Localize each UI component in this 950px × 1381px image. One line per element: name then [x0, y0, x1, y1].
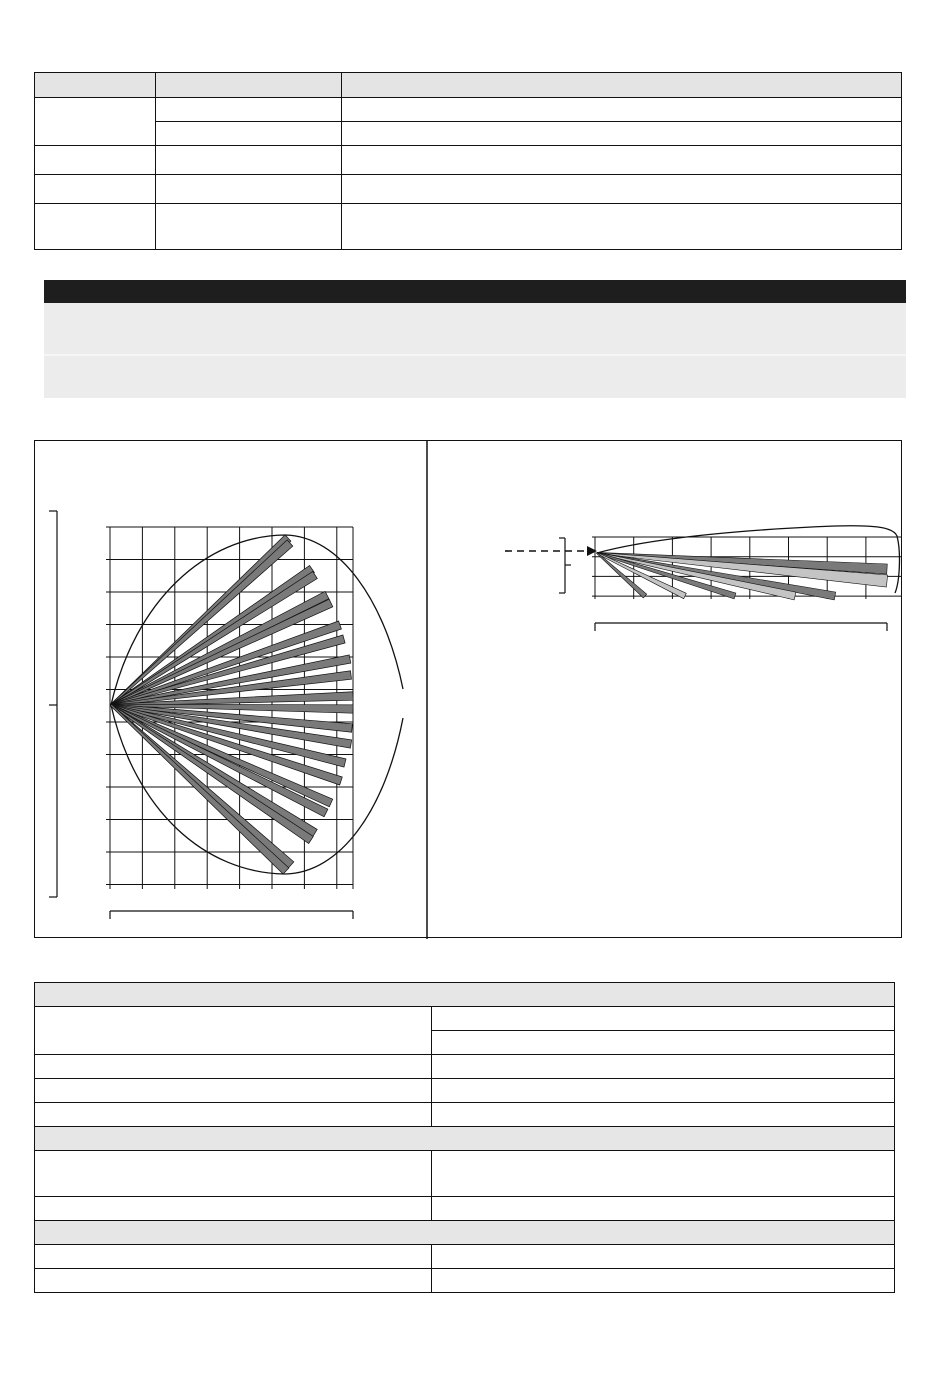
- table-cell: [342, 146, 902, 175]
- table-row: [35, 1103, 895, 1127]
- section-header-cell: [35, 1221, 895, 1245]
- header-cell: [156, 73, 342, 98]
- table-row: [35, 1055, 895, 1079]
- spec-value-cell: [432, 1079, 895, 1103]
- section-header-row: [35, 983, 895, 1007]
- table-row: [35, 1269, 895, 1293]
- spec-value-cell: [432, 1007, 895, 1031]
- spec-value-cell: [432, 1197, 895, 1221]
- table-cell: [35, 146, 156, 175]
- table-row: [35, 1245, 895, 1269]
- spec-label-cell: [35, 1055, 432, 1079]
- header-cell: [35, 73, 156, 98]
- table-cell: [156, 98, 342, 122]
- table-cell: [342, 98, 902, 122]
- spec-value-cell: [432, 1269, 895, 1293]
- header-cell: [342, 73, 902, 98]
- table-cell: [156, 122, 342, 146]
- table-row: [35, 1197, 895, 1221]
- table-row: [35, 1151, 895, 1197]
- note-box: [44, 280, 906, 398]
- table-cell: [342, 122, 902, 146]
- note-header-bar: [44, 280, 906, 303]
- section-header-row: [35, 1221, 895, 1245]
- spec-value-cell: [432, 1245, 895, 1269]
- top-view-diagram: [49, 511, 403, 919]
- table-cell: [156, 146, 342, 175]
- table-row: [35, 175, 902, 204]
- section-header-row: [35, 1127, 895, 1151]
- table-cell: [342, 204, 902, 250]
- detection-beam: [111, 704, 314, 843]
- spec-value-cell: [432, 1103, 895, 1127]
- spec-value-cell: [432, 1151, 895, 1197]
- spec-label-cell: [35, 1151, 432, 1197]
- spec-label-cell: [35, 1245, 432, 1269]
- spec-value-cell: [432, 1055, 895, 1079]
- table-row: [35, 146, 902, 175]
- table-header-row: [35, 73, 902, 98]
- section-header-cell: [35, 983, 895, 1007]
- table-row: [35, 122, 902, 146]
- spec-label-cell: [35, 1079, 432, 1103]
- specification-table: [34, 982, 895, 1293]
- top-info-table: [34, 72, 902, 250]
- note-row: [44, 303, 906, 356]
- spec-label-cell: [35, 1103, 432, 1127]
- section-header-cell: [35, 1127, 895, 1151]
- table-cell: [156, 175, 342, 204]
- spec-label-cell: [35, 1269, 432, 1293]
- coverage-diagrams: [35, 441, 903, 939]
- table-cell: [35, 98, 156, 146]
- spec-label-cell: [35, 1007, 432, 1055]
- table-cell: [35, 175, 156, 204]
- table-cell: [35, 204, 156, 250]
- spec-label-cell: [35, 1197, 432, 1221]
- table-cell: [156, 204, 342, 250]
- table-cell: [342, 175, 902, 204]
- side-view-diagram: [505, 526, 903, 631]
- table-row: [35, 98, 902, 122]
- spec-value-cell: [432, 1031, 895, 1055]
- coverage-diagram-frame: [34, 440, 902, 938]
- table-row: [35, 204, 902, 250]
- table-row: [35, 1079, 895, 1103]
- table-row: [35, 1007, 895, 1031]
